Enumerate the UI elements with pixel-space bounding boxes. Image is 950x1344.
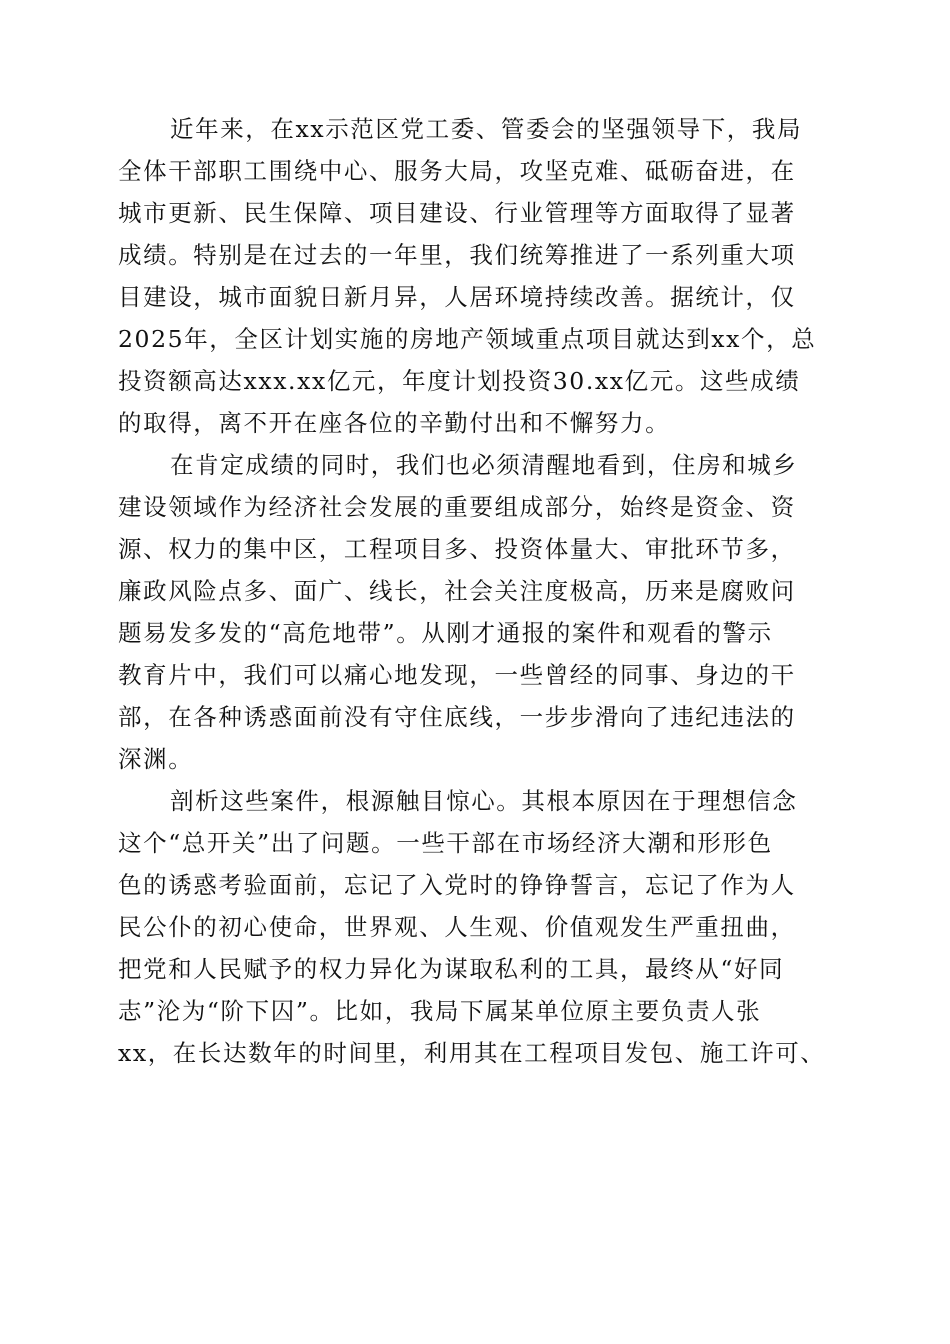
text-line: 投资额高达xxx.xx亿元，年度计划投资30.xx亿元。这些成绩 xyxy=(118,367,801,395)
text-line: 这个“总开关”出了问题。一些干部在市场经济大潮和形形色 xyxy=(118,829,773,857)
text-line: 源、权力的集中区，工程项目多、投资体量大、审批环节多， xyxy=(118,535,796,563)
text-line: 在肯定成绩的同时，我们也必须清醒地看到，住房和城乡 xyxy=(170,451,798,479)
text-line: 全体干部职工围绕中心、服务大局，攻坚克难、砥砺奋进，在 xyxy=(118,157,796,185)
text-line: 目建设，城市面貌日新月异，人居环境持续改善。据统计，仅 xyxy=(118,283,796,311)
paragraph-2 xyxy=(118,444,834,780)
paragraph-3 xyxy=(118,780,834,1074)
document-body xyxy=(118,108,834,1074)
text-line: 教育片中，我们可以痛心地发现，一些曾经的同事、身边的干 xyxy=(118,661,796,689)
text-line: 民公仆的初心使命，世界观、人生观、价值观发生严重扭曲， xyxy=(118,913,796,941)
text-line: 题易发多发的“高危地带”。从刚才通报的案件和观看的警示 xyxy=(118,619,773,647)
text-line: 把党和人民赋予的权力异化为谋取私利的工具，最终从“好同 xyxy=(118,955,785,983)
text-line: 色的诱惑考验面前，忘记了入党时的铮铮誓言，忘记了作为人 xyxy=(118,871,796,899)
text-line: 部，在各种诱惑面前没有守住底线，一步步滑向了违纪违法的 xyxy=(118,703,796,731)
text-line: 成绩。特别是在过去的一年里，我们统筹推进了一系列重大项 xyxy=(118,241,796,269)
text-line: 2025年，全区计划实施的房地产领域重点项目就达到xx个，总 xyxy=(118,325,817,353)
text-line: 的取得，离不开在座各位的辛勤付出和不懈努力。 xyxy=(118,409,671,437)
text-line: 廉政风险点多、面广、线长，社会关注度极高，历来是腐败问 xyxy=(118,577,796,605)
text-line: 城市更新、民生保障、项目建设、行业管理等方面取得了显著 xyxy=(118,199,796,227)
paragraph-1 xyxy=(118,108,834,444)
text-line: 剖析这些案件，根源触目惊心。其根本原因在于理想信念 xyxy=(170,787,798,815)
text-line: 深渊。 xyxy=(118,745,194,773)
text-line: 近年来，在xx示范区党工委、管委会的坚强领导下，我局 xyxy=(170,115,803,143)
text-line: 志”沦为“阶下囚”。比如，我局下属某单位原主要负责人张 xyxy=(118,997,762,1025)
text-line: 建设领域作为经济社会发展的重要组成部分，始终是资金、资 xyxy=(118,493,796,521)
text-line: xx，在长达数年的时间里，利用其在工程项目发包、施工许可、 xyxy=(118,1039,826,1067)
